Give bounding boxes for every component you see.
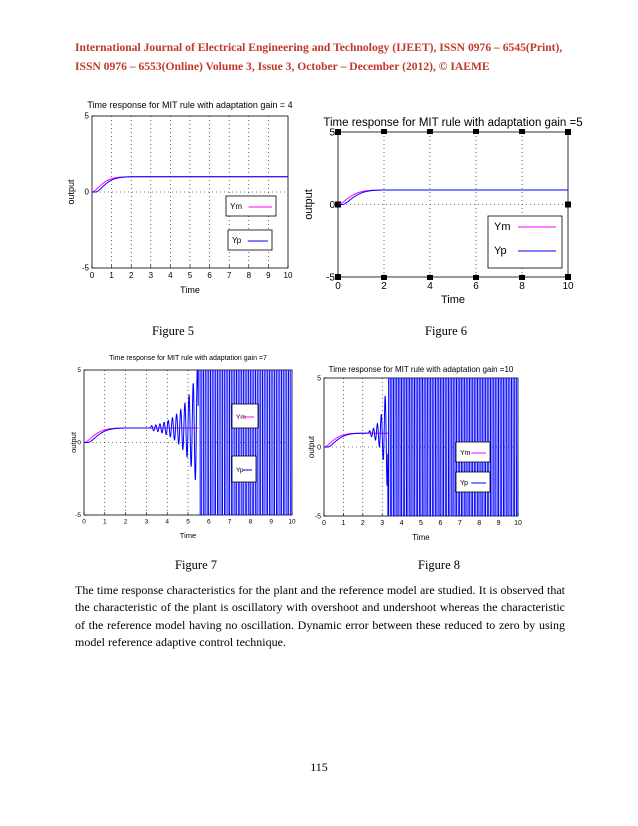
journal-header-line2: ISSN 0976 – 6553(Online) Volume 3, Issue 3, October – December (2012), © IAEME xyxy=(75,60,490,73)
y-axis-square-marker xyxy=(565,202,571,208)
chart-title: Time response for MIT rule with adaptation gain = 4 xyxy=(87,100,293,110)
figure-7 xyxy=(69,348,307,546)
x-tick-label: 3 xyxy=(148,271,154,280)
figure-8-caption: Figure 8 xyxy=(418,558,461,572)
x-tick-label: 5 xyxy=(187,271,193,280)
legend-label-yp: Yp xyxy=(236,467,244,474)
x-tick-label: 7 xyxy=(226,271,232,280)
journal-header-line1: International Journal of Electrical Engineering and Technology (IJEET), ISSN 0976 – 6545(Print), xyxy=(75,41,563,54)
y-tick-label: -5 xyxy=(326,272,335,284)
x-tick-label: 3 xyxy=(380,520,385,527)
x-tick-label: 1 xyxy=(109,271,114,280)
x-tick-label: 0 xyxy=(82,518,86,526)
legend-label-yp: Yp xyxy=(494,245,507,257)
figure-7-caption: Figure 7 xyxy=(175,558,218,572)
x-tick-label: 0 xyxy=(322,520,326,527)
x-tick-label: 3 xyxy=(144,518,149,526)
legend-label-ym: Ym xyxy=(494,221,511,233)
x-tick-label: 9 xyxy=(496,520,501,527)
figure-6-caption: Figure 6 xyxy=(425,324,468,338)
figure-6 xyxy=(298,110,583,310)
y-tick-label: 5 xyxy=(77,367,81,375)
chart-title: Time response for MIT rule with adaptation gain =7 xyxy=(109,355,267,362)
x-tick-label: 8 xyxy=(477,520,482,527)
legend-label-yp: Yp xyxy=(460,480,469,487)
y-tick-label: -5 xyxy=(314,513,321,521)
x-axis-square-marker xyxy=(427,129,433,134)
x-tick-label: 4 xyxy=(399,520,404,527)
x-tick-label: 8 xyxy=(246,271,252,280)
x-tick-label: 2 xyxy=(128,271,134,280)
y-axis-square-marker xyxy=(565,129,571,135)
y-axis-label: output xyxy=(69,432,78,453)
x-axis-label: Time xyxy=(180,285,200,295)
x-tick-label: 8 xyxy=(248,518,253,526)
x-tick-label: 6 xyxy=(473,281,479,292)
y-axis-label: output xyxy=(307,435,316,459)
x-axis-square-marker xyxy=(473,129,479,134)
legend-label-ym: Ym xyxy=(460,450,471,457)
chart-title: Time response for MIT rule with adaptation gain =5 xyxy=(323,117,583,129)
page-number: 115 xyxy=(310,760,328,774)
figure-8 xyxy=(308,360,533,546)
figure-5 xyxy=(62,96,307,302)
figure-5-caption: Figure 5 xyxy=(152,324,195,338)
x-axis-square-marker xyxy=(473,275,479,280)
x-tick-label: 4 xyxy=(168,271,173,280)
y-tick-label: -5 xyxy=(81,263,89,273)
y-tick-label: -5 xyxy=(75,512,81,520)
y-tick-label: 5 xyxy=(317,375,321,383)
x-tick-label: 5 xyxy=(419,520,423,527)
y-tick-label: 0 xyxy=(77,439,81,447)
y-axis-square-marker xyxy=(565,274,571,280)
x-tick-label: 6 xyxy=(207,271,212,280)
x-axis-square-marker xyxy=(427,275,433,280)
legend-label-ym: Ym xyxy=(230,202,242,211)
figure-6-chart xyxy=(298,110,583,310)
x-tick-label: 2 xyxy=(360,520,365,527)
y-axis-square-marker xyxy=(335,129,341,135)
x-tick-label: 4 xyxy=(165,518,170,526)
x-tick-label: 10 xyxy=(514,520,522,527)
legend-label-ym: Ym xyxy=(236,414,246,421)
x-tick-label: 1 xyxy=(102,518,107,526)
x-tick-label: 10 xyxy=(562,281,574,292)
y-tick-label: 0 xyxy=(84,187,89,197)
x-tick-label: 9 xyxy=(266,271,271,280)
x-axis-square-marker xyxy=(519,275,525,280)
x-tick-label: 0 xyxy=(89,271,95,280)
journal-header xyxy=(75,38,570,76)
y-tick-label: 5 xyxy=(84,111,89,121)
x-tick-label: 1 xyxy=(341,520,346,527)
x-tick-label: 5 xyxy=(186,518,190,526)
chart-title: Time response for MIT rule with adaptation gain =10 xyxy=(328,365,514,374)
x-tick-label: 4 xyxy=(427,281,433,292)
x-tick-label: 6 xyxy=(206,518,211,526)
body-paragraph: The time response characteristics for the plant and the reference model are studied. It is observed that the characteristic of the plant is oscillatory with overshoot and undershoot whereas the characteristic of the reference model having no oscillation. Dynamic error between these reduced to zero by using model reference adaptive control technique. xyxy=(75,583,565,650)
x-axis-square-marker xyxy=(381,275,387,280)
y-axis-label: output xyxy=(303,189,315,220)
y-tick-label: 0 xyxy=(317,444,321,452)
y-tick-label: 5 xyxy=(329,127,335,139)
x-tick-label: 2 xyxy=(381,281,387,292)
x-axis-square-marker xyxy=(381,129,387,134)
x-axis-square-marker xyxy=(519,129,525,134)
x-tick-label: 7 xyxy=(457,520,462,527)
x-axis-label: Time xyxy=(179,531,197,540)
x-tick-label: 0 xyxy=(335,281,341,292)
legend-label-yp: Yp xyxy=(232,236,242,245)
x-tick-label: 9 xyxy=(269,518,274,526)
figure-7-chart xyxy=(69,348,307,546)
y-tick-label: 0 xyxy=(329,199,335,211)
figure-5-chart xyxy=(62,96,307,302)
x-tick-label: 2 xyxy=(123,518,128,526)
x-axis-label: Time xyxy=(440,294,466,306)
y-axis-square-marker xyxy=(335,274,341,280)
x-tick-label: 10 xyxy=(283,271,293,280)
figure-8-chart xyxy=(308,360,533,546)
x-axis-label: Time xyxy=(412,533,430,542)
y-axis-label: output xyxy=(66,179,76,205)
x-tick-label: 10 xyxy=(288,518,296,526)
x-tick-label: 8 xyxy=(519,281,525,292)
x-tick-label: 6 xyxy=(438,520,443,527)
x-tick-label: 7 xyxy=(227,518,232,526)
